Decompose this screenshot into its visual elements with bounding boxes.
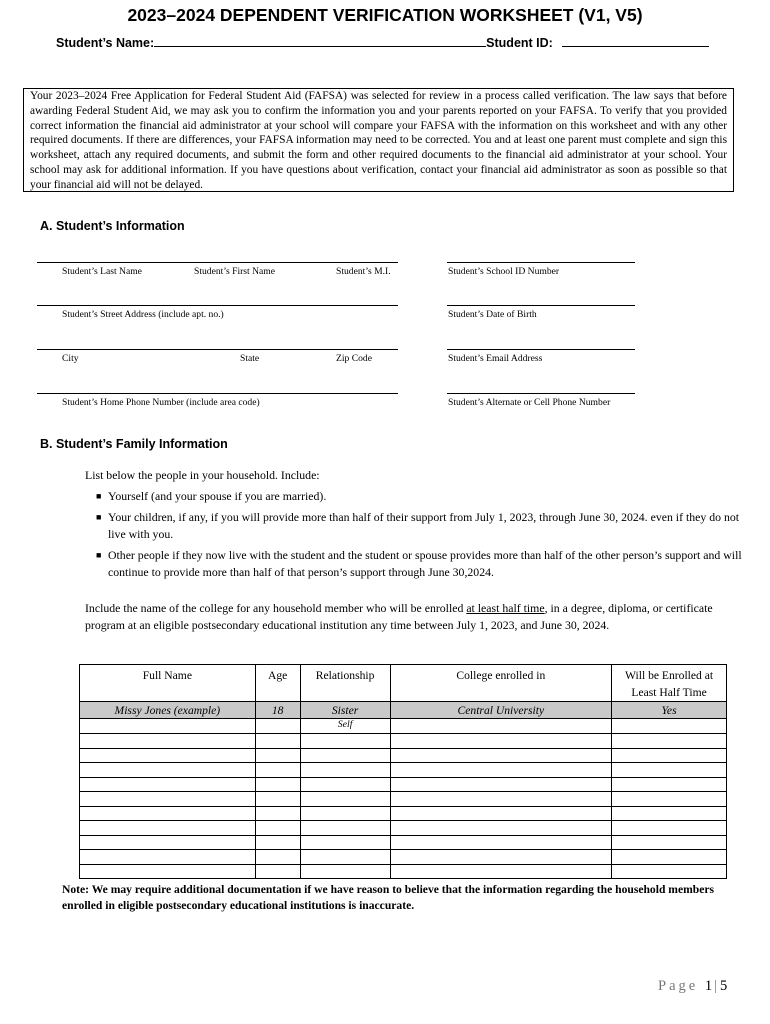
table-cell[interactable] [255,850,300,865]
last-name-label: Student’s Last Name [62,266,142,277]
list-intro: List below the people in your household. Include: [85,468,320,482]
dob-label: Student’s Date of Birth [448,309,537,320]
table-cell[interactable] [390,719,612,734]
table-cell[interactable] [300,748,390,763]
table-cell[interactable] [255,748,300,763]
table-cell[interactable] [612,806,727,821]
table-cell[interactable] [80,850,256,865]
table-cell[interactable] [300,835,390,850]
table-cell[interactable] [300,792,390,807]
student-name-id-row [56,34,709,50]
table-cell[interactable] [300,821,390,836]
college-enrollment-note: Include the name of the college for any household member who will be enrolled at least half time, in a degree, diploma, or certificate program at an eligible postsecondary educational institution any time between July 1, 2023, and June 30, 2024. [85,601,713,632]
table-cell[interactable] [612,850,727,865]
table-row[interactable] [80,864,727,879]
table-cell[interactable] [80,835,256,850]
bullet-icon: ■ [96,490,102,501]
city-label: City [62,353,79,364]
table-cell[interactable] [612,864,727,879]
table-cell[interactable] [255,792,300,807]
table-cell[interactable] [612,792,727,807]
table-cell[interactable] [612,734,727,749]
name-line[interactable] [37,262,398,263]
page-title: 2023–2024 DEPENDENT VERIFICATION WORKSHEET (V1, V5) [127,5,643,25]
list-item: ■ Your children, if any, if you will provide more than half of their support from July 1, 2023, through June 30, 2024. even if they do not live with you. [96,510,740,541]
table-cell[interactable] [390,806,612,821]
table-cell[interactable] [255,806,300,821]
table-cell[interactable] [612,763,727,778]
table-cell[interactable] [390,748,612,763]
school-id-label: Student’s School ID Number [448,266,560,277]
state-label: State [240,353,260,364]
student-name-label: Student’s Name: [56,36,155,50]
email-label: Student’s Email Address [448,353,543,364]
table-cell[interactable] [300,806,390,821]
table-cell[interactable] [80,748,256,763]
table-cell[interactable] [390,763,612,778]
table-cell[interactable] [300,734,390,749]
home-phone-label: Student’s Home Phone Number (include area code) [62,397,260,408]
household-table [79,664,727,879]
table-cell[interactable] [80,777,256,792]
page-number: Page 1|5 [658,978,730,994]
example-age: 18 [255,702,300,719]
table-cell[interactable] [80,734,256,749]
table-row[interactable] [80,748,727,763]
table-row[interactable] [80,734,727,749]
table-cell[interactable] [80,806,256,821]
table-cell[interactable] [612,835,727,850]
col-college: College enrolled in [390,665,612,702]
student-id-label: Student ID: [486,36,553,50]
list-item: ■ Yourself (and your spouse if you are married). [96,488,327,503]
col-full-name: Full Name [80,665,256,702]
table-cell[interactable] [390,835,612,850]
section-a-heading: A. Student’s Information [40,219,185,233]
table-cell[interactable] [390,792,612,807]
table-cell[interactable] [390,777,612,792]
table-row[interactable] [80,806,727,821]
example-college: Central University [390,702,612,719]
table-row[interactable] [80,763,727,778]
street-line[interactable] [37,305,398,306]
table-cell[interactable] [255,864,300,879]
alt-phone-line[interactable] [447,393,635,394]
example-row [80,702,727,719]
col-age: Age [255,665,300,702]
example-half-time: Yes [612,702,727,719]
table-row[interactable] [80,719,727,734]
example-name: Missy Jones (example) [80,702,256,719]
bullet-icon: ■ [96,512,102,522]
intro-text-box: Your 2023–2024 Free Application for Federal Student Aid (FAFSA) was selected for review in a process called verification. The law says that before awarding Federal Student Aid, we may ask you to confirm the information you and your parents reported on your FAFSA. To verify that you provided correct information the financial aid administrator at your school will compare your FAFSA with the information on this worksheet and with any other required documents. If there are differences, your FAFSA information may need to be corrected. You and at least one parent must complete and sign this worksheet, attach any required documents, and submit the form and other required documents to the financial aid administrator at your school. Your school may ask for additional information. If you have questions about verification, contact your financial aid administrator as soon as possible so that your financial aid will not be delayed. [23,88,734,192]
table-row[interactable] [80,821,727,836]
example-relationship: Sister [300,702,390,719]
household-instructions [85,467,755,585]
city-line[interactable] [37,349,398,350]
table-cell[interactable] [80,864,256,879]
table-cell[interactable] [255,777,300,792]
table-row[interactable] [80,835,727,850]
table-cell[interactable] [80,792,256,807]
table-cell[interactable] [255,821,300,836]
self-cell[interactable]: Self [300,719,390,734]
documentation-note: Note: We may require additional documentation if we have reason to believe that the information regarding the household members enrolled in eligible postsecondary educational institutions is inaccurate. [62,883,715,912]
table-header-row [80,665,727,702]
col-relationship: Relationship [300,665,390,702]
dob-line[interactable] [447,305,635,306]
table-cell[interactable] [255,734,300,749]
list-item: ■ Other people if they now live with the student and the student or spouse provides more than half of the other person’s support and will continue to provide more than half of that person’s support through June 30,2024. [96,548,742,579]
table-cell[interactable] [255,719,300,734]
table-cell[interactable] [255,763,300,778]
table-cell[interactable] [80,763,256,778]
table-cell[interactable] [80,821,256,836]
table-cell[interactable] [300,850,390,865]
half-time-emphasis: at least half time [466,601,545,615]
email-line[interactable] [447,349,635,350]
street-label: Student’s Street Address (include apt. no.) [62,309,224,320]
table-cell[interactable] [612,777,727,792]
table-cell[interactable] [300,777,390,792]
table-cell[interactable] [390,850,612,865]
zip-label: Zip Code [336,353,372,364]
table-cell[interactable] [390,734,612,749]
student-id-field[interactable] [562,34,709,47]
table-cell[interactable] [390,864,612,879]
table-cell[interactable] [390,821,612,836]
table-cell[interactable] [612,748,727,763]
alt-phone-label: Student’s Alternate or Cell Phone Number [448,397,611,408]
col-half-time: Will be Enrolled at Least Half Time [612,665,727,702]
student-name-field[interactable] [154,34,486,47]
table-cell[interactable] [80,719,256,734]
section-b-heading: B. Student’s Family Information [40,437,228,451]
table-row[interactable] [80,792,727,807]
bullet-icon: ■ [96,550,102,560]
table-cell[interactable] [255,835,300,850]
first-name-label: Student’s First Name [194,266,276,277]
school-id-line[interactable] [447,262,635,263]
table-cell[interactable] [300,864,390,879]
home-phone-line[interactable] [37,393,398,394]
mi-label: Student’s M.I. [336,266,391,277]
table-cell[interactable] [612,821,727,836]
table-cell[interactable] [300,763,390,778]
table-row[interactable] [80,850,727,865]
household-bullet-list [85,488,755,581]
table-row[interactable] [80,777,727,792]
table-cell[interactable] [612,719,727,734]
